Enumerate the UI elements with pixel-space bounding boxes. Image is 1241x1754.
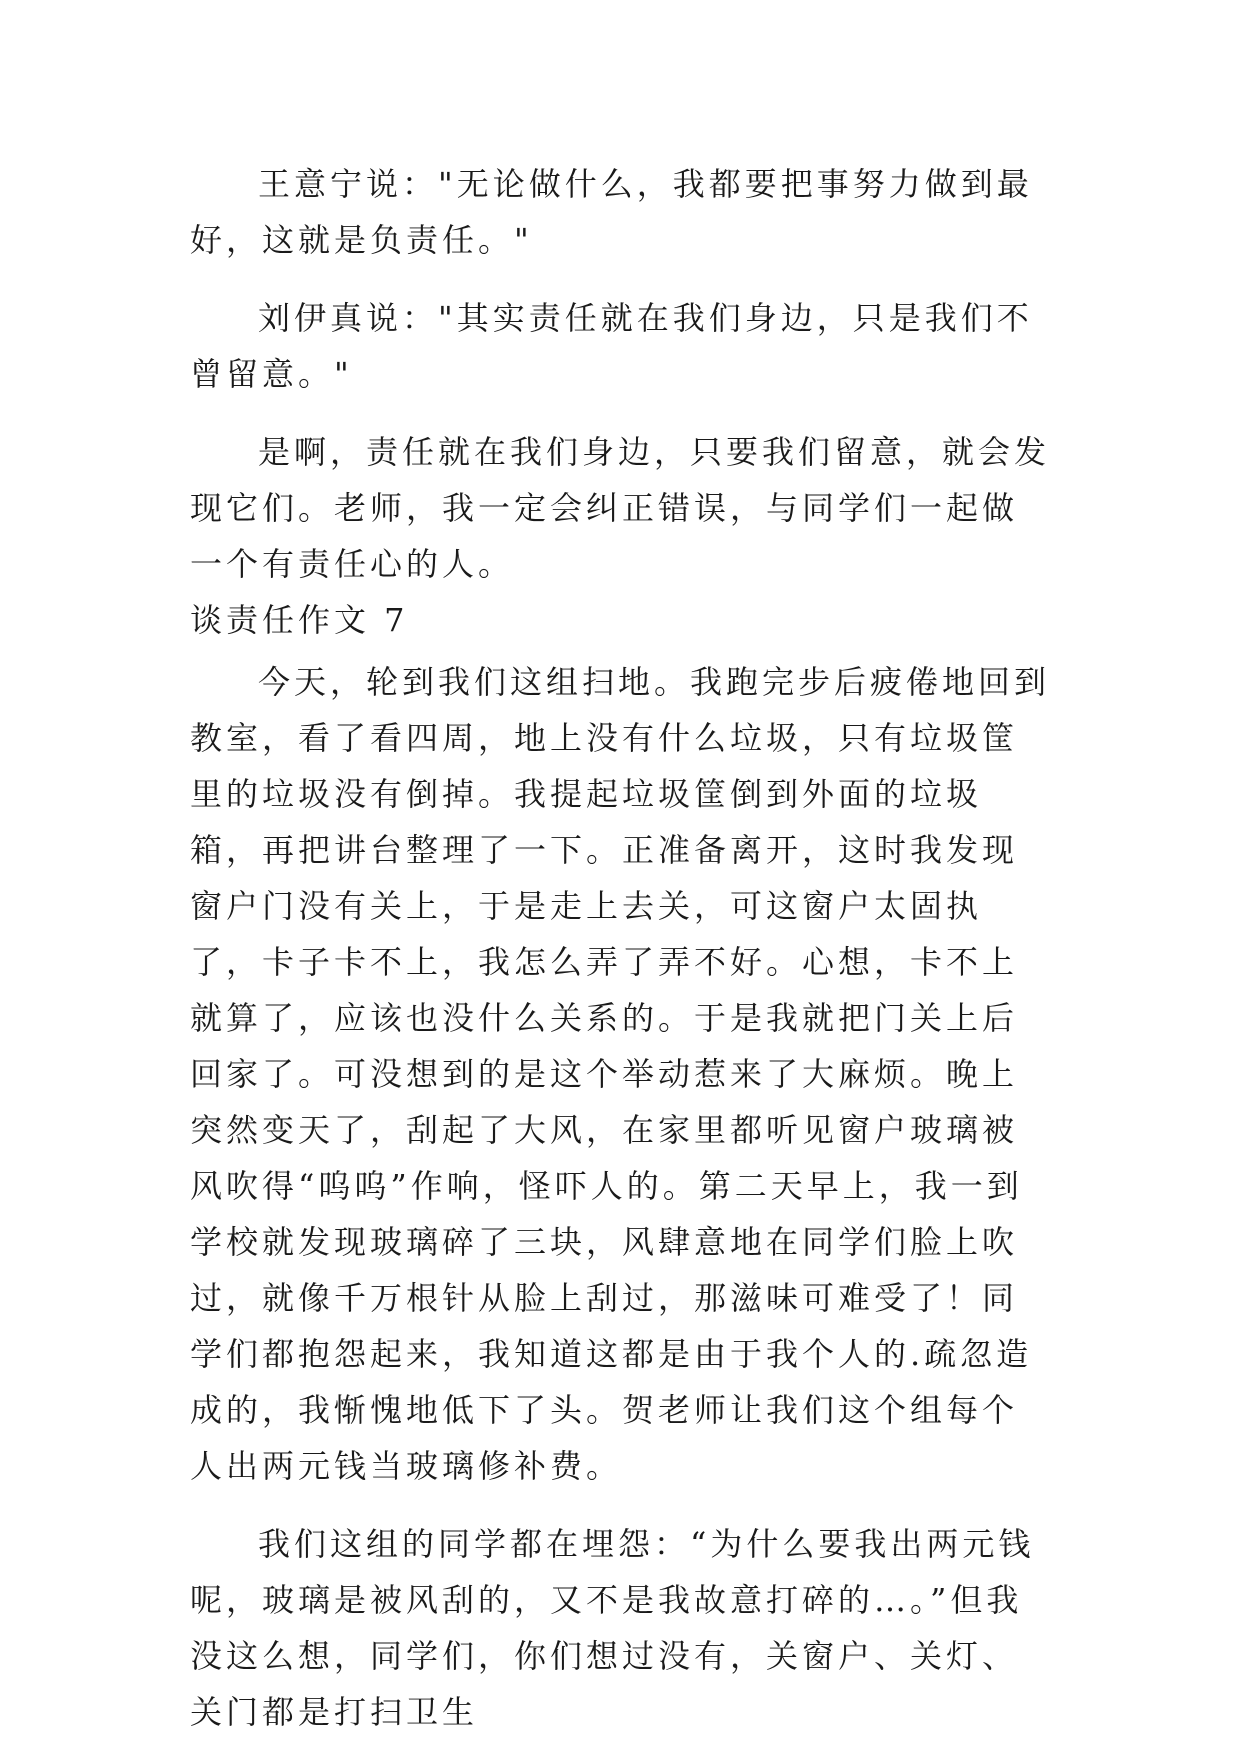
essay-heading: 谈责任作文 7 bbox=[190, 601, 409, 639]
document-body bbox=[190, 156, 1052, 1740]
paragraph-wang-yining-quote: 王意宁说："无论做什么，我都要把事努力做到最好，这就是负责任。" bbox=[190, 165, 1033, 259]
paragraph-cleaning-story: 今天，轮到我们这组扫地。我跑完步后疲倦地回到教室，看了看四周，地上没有什么垃圾，只有垃圾筐里的垃圾没有倒掉。我提起垃圾筐倒到外面的垃圾箱，再把讲台整理了一下。正准备离开，这时我发现窗户门没有关上，于是走上去关，可这窗户太固执了，卡子卡不上，我怎么弄了弄不好。心想，卡不上就算了，应该也没什么关系的。于是我就把门关上后回家了。可没想到的是这个举动惹来了大麻烦。晚上突然变天了，刮起了大风，在家里都听见窗户玻璃被风吹得“呜呜”作响，怪吓人的。第二天早上，我一到学校就发现玻璃碎了三块，风肆意地在同学们脸上吹过，就像千万根针从脸上刮过，那滋味可难受了！同学们都抱怨起来，我知道这都是由于我个人的.疏忽造成的，我惭愧地低下了头。贺老师让我们这个组每个人出两元钱当玻璃修补费。 bbox=[190, 663, 1051, 1485]
paragraph-conclusion: 是啊，责任就在我们身边，只要我们留意，就会发现它们。老师，我一定会纠正错误，与同学们一起做一个有责任心的人。 bbox=[190, 433, 1051, 583]
paragraph-liu-yizhen-quote: 刘伊真说："其实责任就在我们身边，只是我们不曾留意。" bbox=[190, 299, 1033, 393]
paragraph-group-complaint: 我们这组的同学都在埋怨：“为什么要我出两元钱呢，玻璃是被风刮的，又不是我故意打碎的…。”但我没这么想，同学们，你们想过没有，关窗户、关灯、关门都是打扫卫生 bbox=[190, 1525, 1035, 1731]
